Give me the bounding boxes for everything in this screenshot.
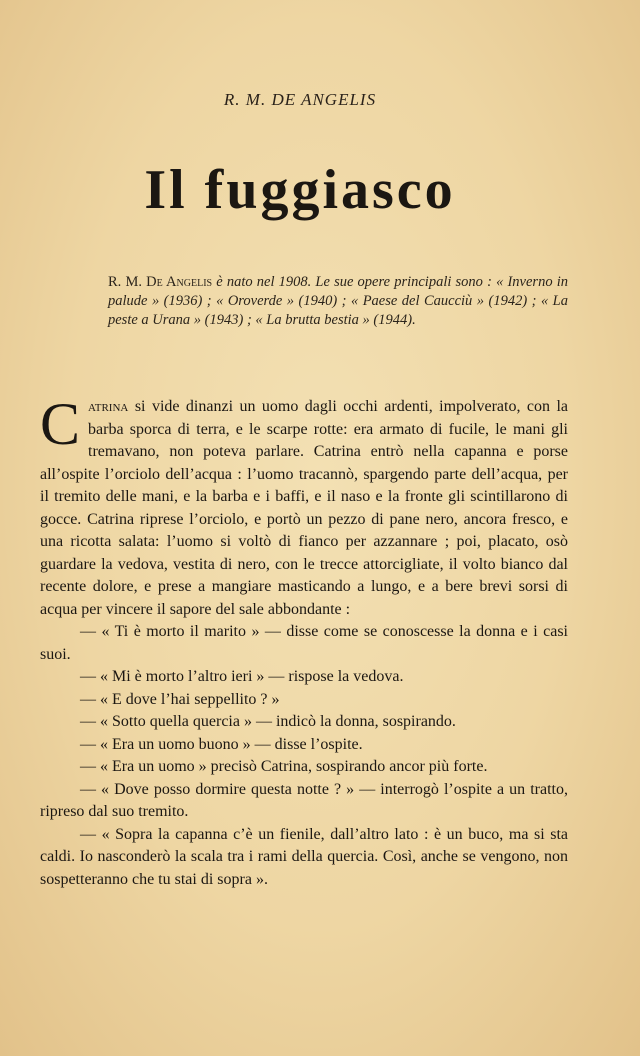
drop-cap: C bbox=[40, 391, 81, 457]
dialogue-line: — « Ti è morto il marito » — disse come se conoscesse la donna e i casi suoi. bbox=[40, 623, 568, 663]
dialogue-line: — « Sotto quella quercia » — indicò la donna, sospirando. bbox=[80, 713, 456, 730]
dialogue-line: — « Sopra la capanna c’è un fienile, dall’altro lato : è un buco, ma si sta caldi. Io nasconderò la scala tra i rami della quercia. Così, anche se vengono, non sospetteranno che tu stai di sopra ». bbox=[40, 825, 568, 888]
dialogue-line: — « E dove l’hai seppellito ? » bbox=[80, 690, 280, 708]
opening-text: si vide dinanzi un uomo dagli occhi ardenti, impolverato, con la barba sporca di terra, e le scarpe rotte: era armato di fucile, le mani gli tremavano, non poteva parlare. Catrina entrò nella capanna e porse all’ospite l’orciolo dell’acqua : l’uomo tracannò, spargendo parte dell’acqua, per il tremito delle mani, e la barba e i baffi, e il naso e la fronte gli scintillarono di gocce. Catrina riprese l’orciolo, e portò un pezzo di pane nero, ancora fresco, e una ricotta salata: l’uomo si voltò di fianco per azzannare ; poi, placato, osò guardare la vedova, vestita di nero, con le trecce attorcigliate, il volto bianco dal recente dolore, e prese a mangiare masticando a lungo, e a bere brevi sorsi di acqua per vincere il sapore del sale abbondante : bbox=[40, 398, 569, 618]
dialogue-line: — « Mi è morto l’altro ieri » — rispose la vedova. bbox=[80, 668, 404, 685]
first-word: atrina bbox=[88, 398, 129, 415]
dialogue-line: — « Dove posso dormire questa notte ? » — interrogò l’ospite a un tratto, ripreso dal suo tremito. bbox=[40, 780, 568, 820]
story-body bbox=[40, 391, 569, 891]
author-bio bbox=[108, 273, 568, 330]
dialogue-line: — « Era un uomo buono » — disse l’ospite. bbox=[80, 735, 363, 753]
bio-author-name: R. M. De Angelis bbox=[108, 274, 213, 290]
bio-text: è nato nel 1908. Le sue opere principali sono : « Inverno in palude » (1936) ; « Oroverde » (1940) ; « Paese del Caucciù » (1942) ; « La peste a Urana » (1943) ; « La brutta bestia » (1944). bbox=[108, 274, 568, 328]
dialogue-line: — « Era un uomo » precisò Catrina, sospirando ancor più forte. bbox=[80, 758, 488, 775]
opening-paragraph bbox=[40, 391, 569, 621]
story-title: Il fuggiasco bbox=[144, 159, 456, 221]
author-heading: R. M. DE ANGELIS bbox=[223, 90, 377, 109]
